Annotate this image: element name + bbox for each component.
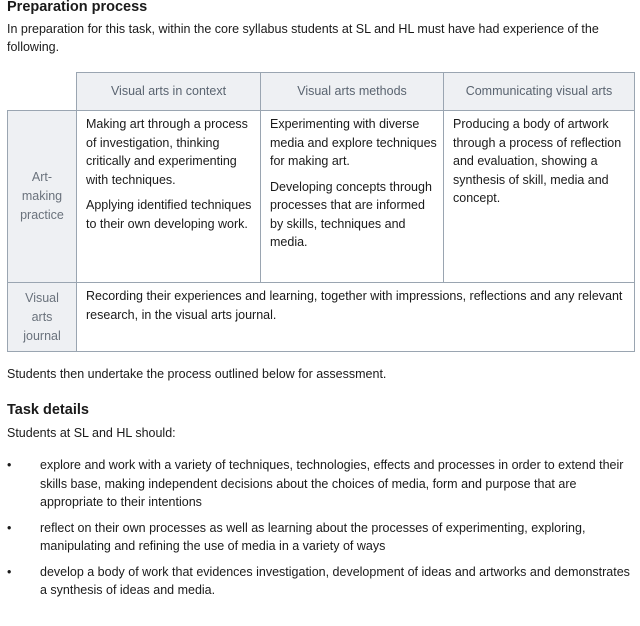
cell-paragraph: Applying identified techniques to their own developing work. <box>86 198 252 231</box>
cell-art-making-communicating <box>444 111 635 283</box>
list-item <box>7 519 633 556</box>
table-corner-cell <box>8 73 77 111</box>
preparation-table <box>7 72 635 352</box>
list-item-text: explore and work with a variety of techniques, technologies, effects and processes in order to extend their skills base, making independent decisions about the choices of media, form and purpose that are appropriate to their intentions <box>40 458 624 509</box>
preparation-intro: In preparation for this task, within the core syllabus students at SL and HL must have had experience of the following. <box>7 22 599 54</box>
cell-paragraph: Developing concepts through processes that are informed by skills, techniques and media. <box>270 179 432 249</box>
document-page <box>7 0 633 597</box>
task-bullet-list <box>7 456 633 607</box>
cell-art-making-methods <box>261 111 444 283</box>
cell-paragraph: Producing a body of artwork through a process of reflection and evaluation, showing a synthesis of skill, media and concept. <box>453 117 622 205</box>
list-item-text: reflect on their own processes as well as learning about the processes of experimenting, exploring, manipulating and refining the use of media in a variety of ways <box>40 520 586 553</box>
table-row-art-making <box>8 111 635 283</box>
bullet-icon: • <box>7 564 12 579</box>
column-header-communicating: Communicating visual arts <box>444 73 635 111</box>
task-details-intro: Students at SL and HL should: <box>7 426 176 440</box>
list-item <box>7 563 633 600</box>
task-details-title: Task details <box>7 402 89 418</box>
row-header-journal-text: Visual arts journal <box>23 290 61 343</box>
column-header-context: Visual arts in context <box>77 73 261 111</box>
row-header-journal <box>8 283 77 352</box>
cell-paragraph: Recording their experiences and learning, together with impressions, reflections and any relevant research, in the visual arts journal. <box>86 289 623 322</box>
cell-paragraph: Experimenting with diverse media and explore techniques for making art. <box>270 117 437 168</box>
cell-journal-description <box>77 283 635 352</box>
table-header-row <box>8 73 635 111</box>
bullet-icon: • <box>7 458 12 472</box>
list-item-text: develop a body of work that evidences investigation, development of ideas and artworks and demonstrates a synthesis of ideas and media. <box>40 564 630 597</box>
row-header-art-making <box>8 111 77 283</box>
table-row-journal <box>8 283 635 352</box>
cell-art-making-context <box>77 111 261 283</box>
preparation-title: Preparation process <box>7 0 148 15</box>
cell-paragraph: Making art through a process of investigation, thinking critically and experimenting with techniques. <box>86 117 248 187</box>
bullet-icon: • <box>7 520 12 535</box>
list-item <box>7 456 633 512</box>
after-table-text: Students then undertake the process outlined below for assessment. <box>7 367 387 381</box>
row-header-art-making-text: Art-making practice <box>20 170 64 222</box>
column-header-methods: Visual arts methods <box>261 73 444 111</box>
